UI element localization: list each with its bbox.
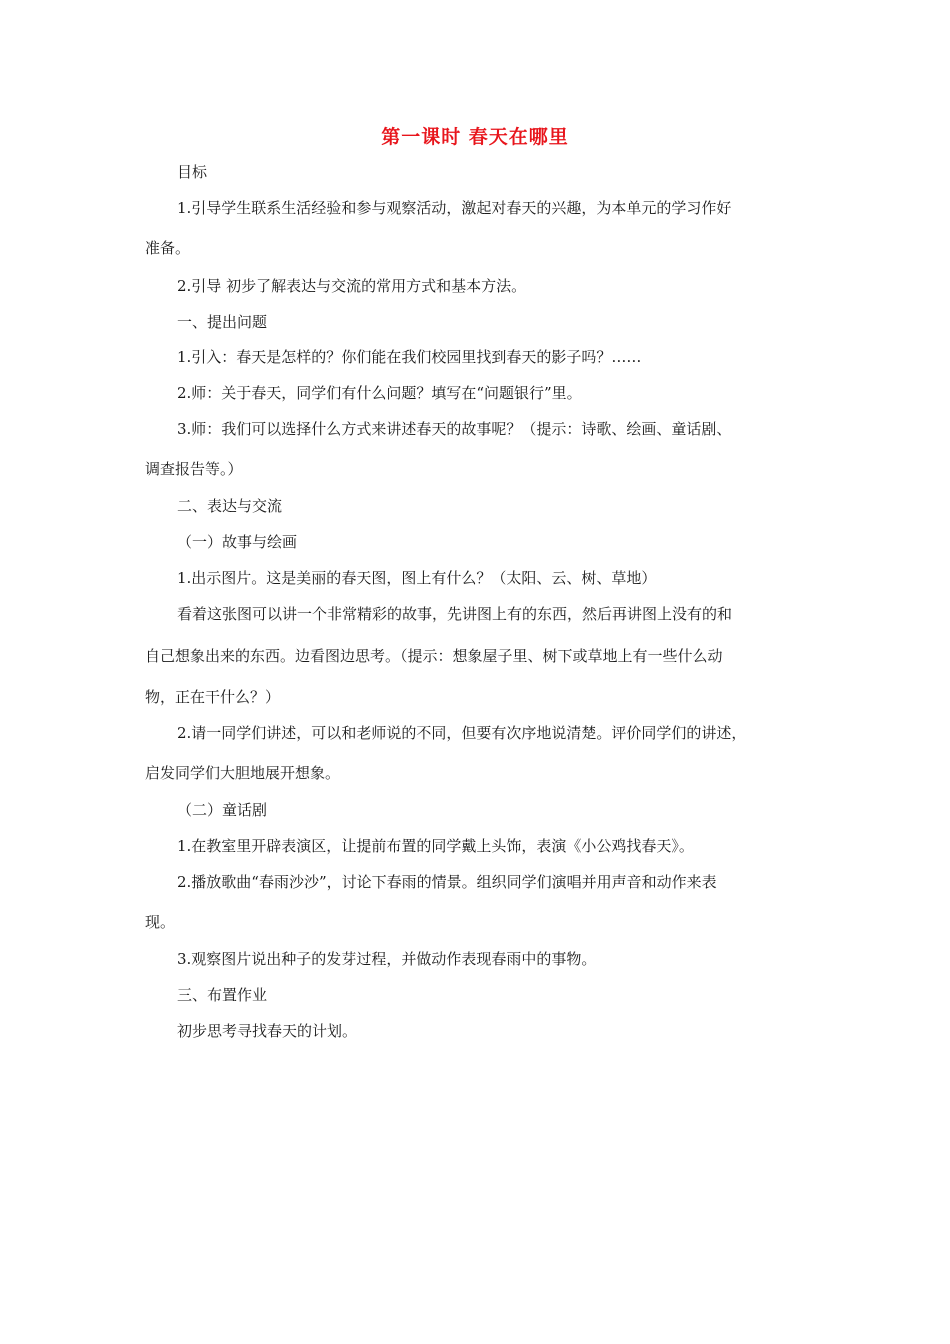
paragraph-line: 2.引导 初步了解表达与交流的常用方式和基本方法。	[177, 277, 527, 295]
paragraph-line: 现。	[145, 913, 176, 931]
document-title: 第一课时 春天在哪里	[381, 126, 569, 148]
paragraph-line: 1.在教室里开辟表演区，让提前布置的同学戴上头饰，表演《小公鸡找春天》。	[177, 837, 694, 855]
paragraph-line: 自己想象出来的东西。边看图边思考。（提示：想象屋子里、树下或草地上有一些什么动	[145, 647, 723, 665]
section-heading: 一、提出问题	[177, 313, 268, 331]
paragraph-line: 看着这张图可以讲一个非常精彩的故事，先讲图上有的东西，然后再讲图上没有的和	[177, 605, 733, 623]
paragraph-line: 调查报告等。）	[145, 460, 243, 478]
paragraph-line: 1.引入：春天是怎样的？你们能在我们校园里找到春天的影子吗？……	[177, 348, 642, 366]
paragraph-line: 2.播放歌曲“春雨沙沙”，讨论下春雨的情景。组织同学们演唱并用声音和动作来表	[177, 873, 717, 891]
section-heading: 三、布置作业	[177, 986, 268, 1004]
paragraph-line: 3.观察图片说出种子的发芽过程，并做动作表现春雨中的事物。	[177, 950, 597, 968]
paragraph-line: 3.师：我们可以选择什么方式来讲述春天的故事呢？（提示：诗歌、绘画、童话剧、	[177, 420, 732, 438]
paragraph-line: 1.出示图片。这是美丽的春天图，图上有什么？（太阳、云、树、草地）	[177, 569, 657, 587]
paragraph-line: 初步思考寻找春天的计划。	[177, 1022, 358, 1040]
subsection-heading: （二）童话剧	[177, 801, 268, 819]
subsection-heading: （一）故事与绘画	[177, 533, 298, 551]
paragraph-line: 准备。	[145, 239, 191, 257]
paragraph-line: 2.请一同学们讲述，可以和老师说的不同，但要有次序地说清楚。评价同学们的讲述，	[177, 724, 747, 742]
paragraph-line: 1.引导学生联系生活经验和参与观察活动，激起对春天的兴趣，为本单元的学习作好	[177, 199, 732, 217]
paragraph-line: 启发同学们大胆地展开想象。	[145, 764, 341, 782]
section-heading: 二、表达与交流	[177, 497, 283, 515]
paragraph-line: 2.师：关于春天，同学们有什么问题？填写在“问题银行”里。	[177, 384, 582, 402]
section-label-goals: 目标	[177, 163, 208, 181]
paragraph-line: 物，正在干什么？）	[145, 688, 281, 706]
